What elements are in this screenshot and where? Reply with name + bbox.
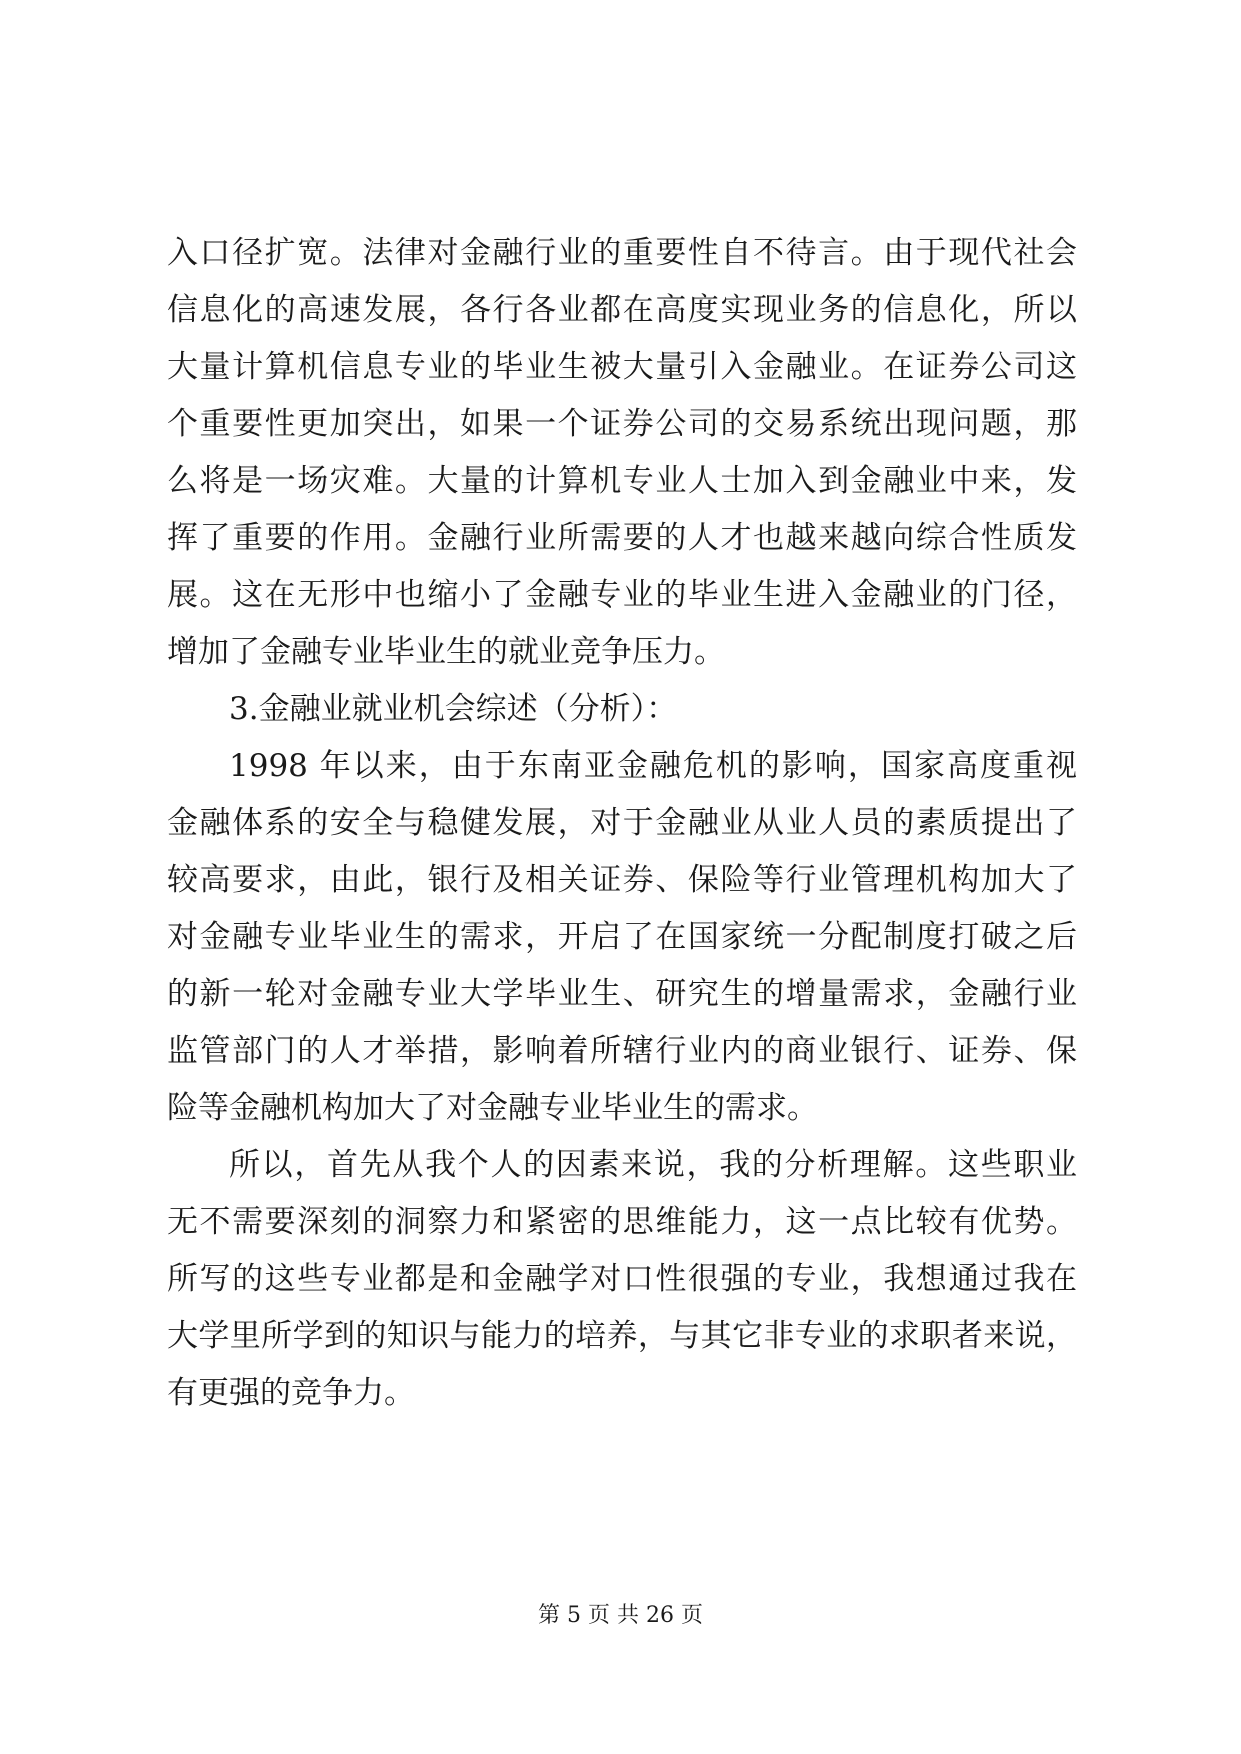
text-line: 入口径扩宽。法律对金融行业的重要性自不待言。由于现代社会 (167, 235, 1077, 271)
text-line: 增加了金融专业毕业生的就业竞争压力。 (167, 634, 725, 670)
text-line: 大量计算机信息专业的毕业生被大量引入金融业。在证券公司这 (167, 349, 1077, 385)
text-line: 的新一轮对金融专业大学毕业生、研究生的增量需求，金融行业 (167, 976, 1077, 1012)
text-line: 1998 年以来，由于东南亚金融危机的影响，国家高度重视 (229, 748, 1077, 784)
text-line: 无不需要深刻的洞察力和紧密的思维能力，这一点比较有优势。 (167, 1204, 1077, 1240)
text-line: 大学里所学到的知识与能力的培养，与其它非专业的求职者来说， (167, 1318, 1077, 1354)
text-line: 有更强的竞争力。 (167, 1375, 415, 1411)
text-line: 金融体系的安全与稳健发展，对于金融业从业人员的素质提出了 (167, 805, 1077, 841)
text-line: 信息化的高速发展，各行各业都在高度实现业务的信息化，所以 (167, 292, 1077, 328)
text-line: 险等金融机构加大了对金融专业毕业生的需求。 (167, 1090, 818, 1126)
text-line: 个重要性更加突出，如果一个证券公司的交易系统出现问题，那 (167, 406, 1077, 442)
text-line: 么将是一场灾难。大量的计算机专业人士加入到金融业中来，发 (167, 463, 1077, 499)
text-line: 展。这在无形中也缩小了金融专业的毕业生进入金融业的门径， (167, 577, 1077, 613)
page-number-footer (0, 1601, 1241, 1631)
section-heading: 3.金融业就业机会综述（分析）： (229, 691, 678, 727)
text-line: 挥了重要的作用。金融行业所需要的人才也越来越向综合性质发 (167, 520, 1077, 556)
text-line: 所以，首先从我个人的因素来说，我的分析理解。这些职业 (229, 1147, 1077, 1183)
text-line: 所写的这些专业都是和金融学对口性很强的专业，我想通过我在 (167, 1261, 1077, 1297)
text-line: 对金融专业毕业生的需求，开启了在国家统一分配制度打破之后 (167, 919, 1077, 955)
text-line: 监管部门的人才举措，影响着所辖行业内的商业银行、证券、保 (167, 1033, 1077, 1069)
page-number-label: 第 5 页 共 26 页 (538, 1603, 703, 1628)
text-line: 较高要求，由此，银行及相关证券、保险等行业管理机构加大了 (167, 862, 1077, 898)
